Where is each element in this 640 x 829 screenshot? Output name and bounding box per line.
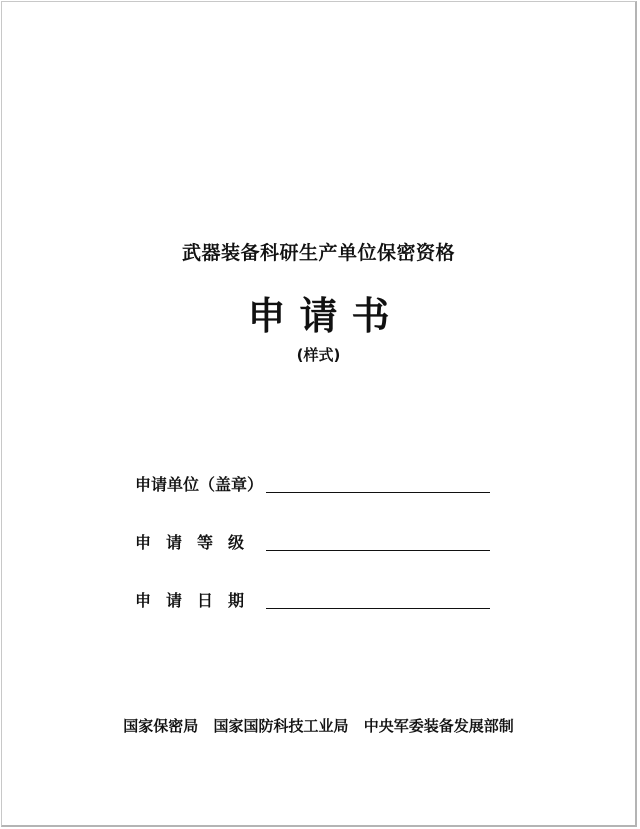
document-title: 申请书	[247, 294, 404, 338]
field-applicant-unit	[135, 471, 490, 495]
field-label-application-level: 申请等级	[135, 533, 260, 552]
field-label-application-date: 申请日期	[135, 591, 260, 610]
document-note: (样式)	[296, 346, 341, 364]
issuing-authorities	[2, 715, 635, 736]
document-page	[1, 1, 637, 827]
issuer-2: 国家国防科技工业局	[213, 717, 349, 735]
issuer-1: 国家保密局	[123, 717, 199, 735]
field-blank-application-date[interactable]	[266, 608, 490, 609]
field-application-date	[135, 587, 490, 611]
field-blank-applicant-unit[interactable]	[266, 492, 490, 493]
document-subtitle: 武器装备科研生产单位保密资格	[181, 242, 455, 264]
field-blank-application-level[interactable]	[266, 550, 490, 551]
field-application-level	[135, 529, 490, 553]
issuer-3: 中央军委装备发展部制	[363, 717, 514, 735]
field-label-applicant-unit: 申请单位（盖章）	[135, 475, 264, 494]
